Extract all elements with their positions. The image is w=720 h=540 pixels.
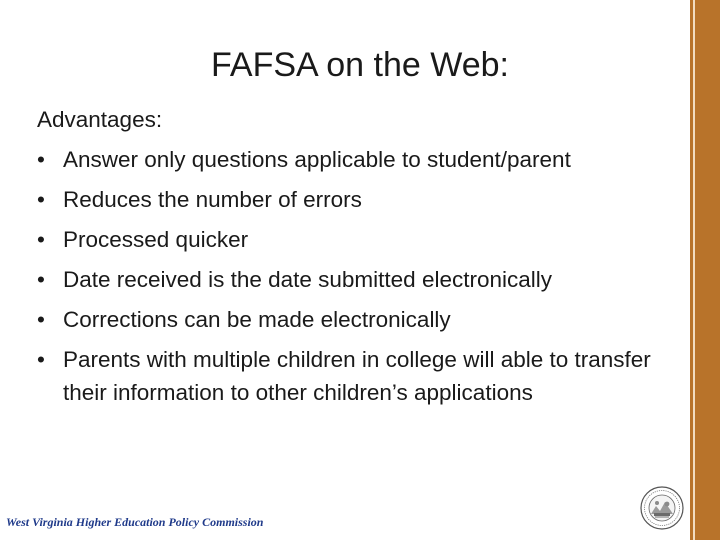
advantages-list (37, 140, 677, 409)
list-item (37, 340, 677, 409)
bullet-text: Processed quicker (63, 227, 249, 252)
bullet-icon: • (37, 307, 45, 332)
bullet-icon: • (37, 347, 45, 372)
advantages-heading: Advantages: (37, 107, 163, 132)
bullet-icon: • (37, 187, 45, 212)
bullet-icon: • (37, 147, 45, 172)
bullet-text: Answer only questions applicable to student/parent (63, 147, 571, 172)
slide-body (37, 100, 677, 409)
bullet-text: Corrections can be made electronically (63, 307, 451, 332)
list-item (37, 220, 677, 260)
list-item (37, 180, 677, 220)
bullet-text: Reduces the number of errors (63, 187, 362, 212)
list-item (37, 260, 677, 300)
bullet-icon: • (37, 227, 45, 252)
state-seal-icon (640, 486, 684, 530)
slide-title: FAFSA on the Web: (211, 46, 509, 84)
list-item (37, 300, 677, 340)
footer-organization: West Virginia Higher Education Policy Commission (6, 515, 264, 529)
list-item (37, 140, 677, 180)
bullet-text: Parents with multiple children in college will able to transfer their information to other children’s applications (63, 347, 651, 405)
bullet-icon: • (37, 267, 45, 292)
bullet-text: Date received is the date submitted electronically (63, 267, 553, 292)
